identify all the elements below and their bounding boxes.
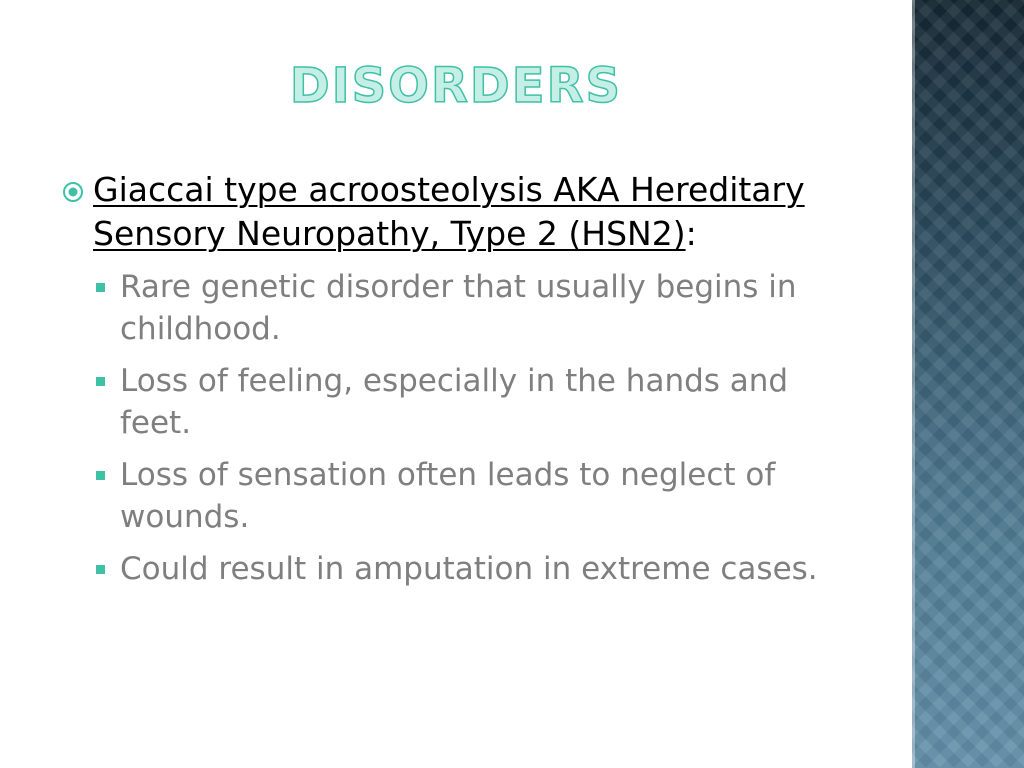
sub-bullet-list (60, 266, 860, 590)
sub-bullet-item (92, 360, 860, 444)
slide-content (60, 168, 860, 600)
main-point-suffix: : (685, 214, 697, 253)
main-point-text: Giaccai type acroosteolysis AKA Hereditary Sensory Neuropathy, Type 2 (HSN2) (93, 170, 805, 253)
square-bullet-icon (96, 565, 105, 574)
sub-bullet-text: Loss of feeling, especially in the hands and feet. (120, 363, 789, 441)
square-bullet-icon (96, 283, 105, 292)
sub-bullet-item (92, 266, 860, 350)
sub-bullet-text: Rare genetic disorder that usually begins in childhood. (120, 269, 797, 347)
square-bullet-icon (96, 377, 105, 386)
decorative-side-panel (912, 0, 1024, 768)
square-bullet-icon (96, 471, 105, 480)
sub-bullet-item (92, 454, 860, 538)
sub-bullet-item (92, 548, 860, 590)
main-bullet-point (60, 168, 860, 256)
circled-dot-icon (62, 181, 84, 203)
slide-title: DISORDERS (289, 58, 623, 114)
sub-bullet-text: Loss of sensation often leads to neglect of wounds. (120, 457, 776, 535)
sub-bullet-text: Could result in amputation in extreme cases. (120, 551, 818, 587)
